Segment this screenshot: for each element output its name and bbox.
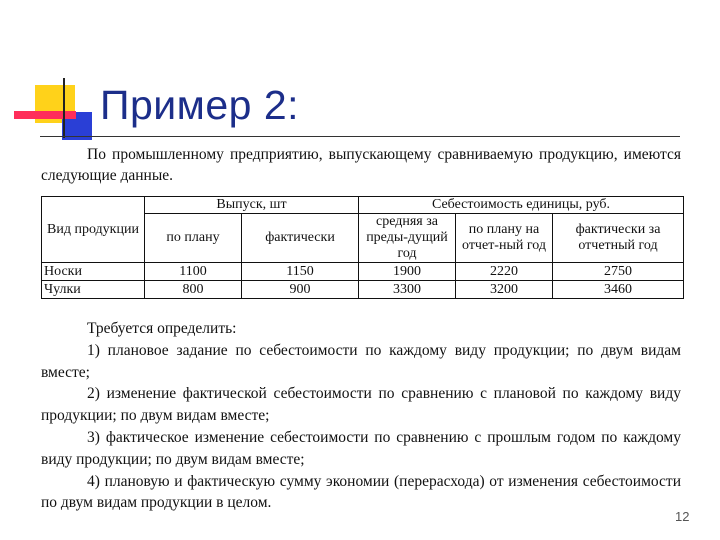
header-cost: Себестоимость единицы, руб. bbox=[359, 197, 684, 214]
table-row bbox=[42, 263, 684, 281]
task-item: 1) плановое задание по себестоимости по каждому виду продукции; по двум видам вместе; bbox=[41, 341, 681, 381]
data-table bbox=[41, 196, 684, 299]
header-output: Выпуск, шт bbox=[145, 197, 359, 214]
cell-cost-prev: 3300 bbox=[359, 281, 456, 299]
cell-cost-actual: 2750 bbox=[553, 263, 684, 281]
cell-name: Чулки bbox=[42, 281, 145, 299]
cell-cost-plan: 3200 bbox=[456, 281, 553, 299]
table-row bbox=[42, 281, 684, 299]
tasks-heading: Требуется определить: bbox=[87, 320, 237, 337]
cell-plan: 800 bbox=[145, 281, 242, 299]
cell-actual: 900 bbox=[242, 281, 359, 299]
subheader-cost-prev: средняя за преды-дущий год bbox=[359, 214, 456, 263]
title-divider bbox=[40, 136, 680, 137]
cell-cost-plan: 2220 bbox=[456, 263, 553, 281]
intro-paragraph: По промышленному предприятию, выпускающему сравниваемую продукцию, имеются следующие данные. bbox=[41, 146, 681, 184]
subheader-cost-plan: по плану на отчет-ный год bbox=[456, 214, 553, 263]
header-product: Вид продукции bbox=[42, 197, 145, 263]
task-item: 3) фактическое изменение себестоимости по сравнению с прошлым годом по каждому виду продукции; по двум видам вместе; bbox=[41, 428, 681, 468]
decor-vertical-line bbox=[63, 78, 65, 138]
task-item: 2) изменение фактической себестоимости по сравнению с плановой по каждому виду продукции; по двум видам вместе; bbox=[41, 385, 681, 425]
task-item: 4) плановую и фактическую сумму экономии (перерасхода) от изменения себестоимости по двум видам продукции в целом. bbox=[41, 472, 681, 512]
cell-name: Носки bbox=[42, 263, 145, 281]
subheader-output-plan: по плану bbox=[145, 214, 242, 263]
subheader-cost-actual: фактически за отчетный год bbox=[553, 214, 684, 263]
cell-plan: 1100 bbox=[145, 263, 242, 281]
scanned-document bbox=[38, 142, 686, 516]
decor-red-bar bbox=[14, 111, 76, 119]
page-number: 12 bbox=[675, 509, 690, 524]
cell-cost-actual: 3460 bbox=[553, 281, 684, 299]
subheader-output-actual: фактически bbox=[242, 214, 359, 263]
cell-actual: 1150 bbox=[242, 263, 359, 281]
slide-title: Пример 2: bbox=[100, 82, 300, 128]
tasks-block bbox=[41, 318, 681, 514]
cell-cost-prev: 1900 bbox=[359, 263, 456, 281]
